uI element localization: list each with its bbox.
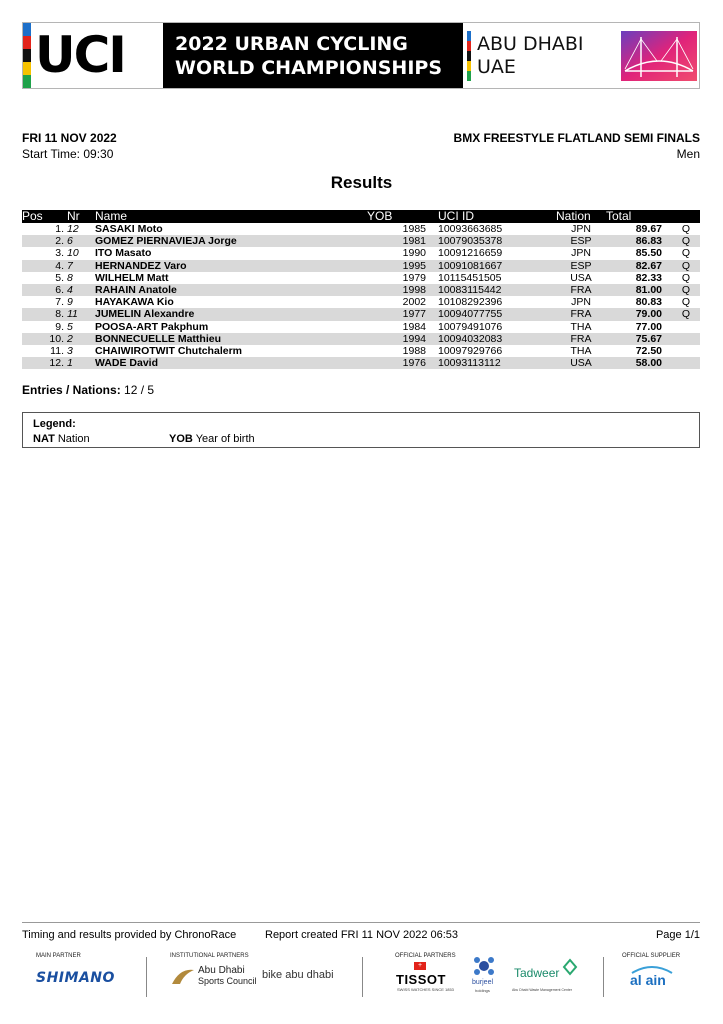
- year-of-birth-cell: 1977: [367, 308, 432, 320]
- col-qualified: [666, 210, 700, 223]
- table-row: [22, 333, 700, 345]
- qualified-cell: Q: [681, 271, 690, 284]
- total-score-cell: 82.33: [635, 271, 662, 284]
- nation-cell: THA: [570, 320, 592, 333]
- legend-abbr: YOB: [169, 433, 193, 445]
- qualified-cell: Q: [666, 284, 700, 296]
- table-row: [22, 357, 700, 369]
- burjeel-logo: burjeel: [472, 979, 494, 986]
- tadweer-subtitle: Abu Dhabi Waste Management Center: [512, 988, 572, 992]
- nation-cell: FRA: [556, 333, 606, 345]
- year-of-birth-cell: 1990: [402, 247, 426, 260]
- qualified-cell: Q: [681, 247, 690, 260]
- uci-id-cell: 10079035378: [432, 235, 556, 247]
- rider-name-cell: WILHELM Matt: [95, 271, 169, 284]
- rank-cell: 1.: [55, 223, 64, 236]
- abu-dhabi-sports-council-icon: [170, 966, 196, 986]
- rider-name-cell: WADE David: [95, 357, 367, 369]
- total-score-cell: 79.00: [606, 308, 666, 320]
- uci-id-cell: 10093113112: [432, 357, 556, 369]
- bib-number-cell: 10: [67, 247, 79, 260]
- table-row: [22, 296, 700, 308]
- legend-box: [22, 412, 700, 448]
- year-of-birth-cell: 1984: [402, 320, 426, 333]
- nation-cell: USA: [570, 271, 592, 284]
- total-score-cell: 80.83: [635, 296, 662, 309]
- rank-cell: 12.: [22, 357, 67, 369]
- bib-number-cell: 12: [67, 223, 79, 236]
- bib-number-cell: 7: [67, 260, 95, 272]
- city-name: [477, 33, 584, 79]
- report-created: Report created FRI 11 NOV 2022 06:53: [265, 929, 459, 941]
- table-row: [22, 321, 700, 333]
- nation-cell: ESP: [556, 260, 606, 272]
- rider-name-cell: HERNANDEZ Varo: [95, 260, 367, 272]
- official-supplier-caption: OFFICIAL SUPPLIER: [622, 953, 681, 959]
- table-row: [22, 235, 700, 247]
- bib-number-cell: 2: [67, 333, 95, 345]
- title-line-2: WORLD CHAMPIONSHIPS: [175, 56, 443, 79]
- bib-number-cell: 9: [67, 296, 73, 309]
- uci-id-cell: 10115451505: [438, 271, 502, 284]
- bridge-logo-icon: [621, 31, 697, 81]
- qualified-cell: Q: [681, 223, 690, 236]
- bike-abu-dhabi-logo: bike abu dhabi: [262, 969, 334, 981]
- event-banner: [22, 22, 700, 89]
- nation-cell: THA: [570, 344, 592, 357]
- results-body: [22, 223, 700, 369]
- col-yob: YOB: [367, 210, 432, 223]
- nation-cell: JPN: [571, 223, 591, 236]
- nation-cell: JPN: [571, 247, 591, 260]
- category: Men: [676, 147, 700, 161]
- total-score-cell: 89.67: [635, 223, 662, 236]
- rank-cell: 10.: [22, 333, 67, 345]
- legend-text: Nation: [57, 433, 90, 445]
- legend-item: [169, 433, 255, 445]
- entries-label: Entries / Nations:: [22, 383, 121, 397]
- year-of-birth-cell: 2002: [402, 296, 426, 309]
- title-line-1: 2022 URBAN CYCLING: [175, 32, 408, 55]
- uci-id-cell: 10091216659: [438, 247, 503, 260]
- rank-cell: 11.: [50, 344, 64, 357]
- sponsor-divider: [146, 957, 147, 997]
- legend-text: Year of birth: [195, 433, 255, 445]
- entries-value: 12 / 5: [124, 383, 155, 397]
- burjeel-subtitle: holdings: [475, 988, 490, 993]
- rider-name-cell: POOSA-ART Pakphum: [95, 320, 209, 333]
- city-rainbow-stripes: [467, 31, 471, 81]
- uci-id-cell: 10091081667: [432, 260, 556, 272]
- championship-title: [163, 23, 463, 88]
- col-nation: Nation: [556, 210, 606, 223]
- page-number: Page 1/1: [655, 929, 700, 941]
- tadweer-recycle-icon: [562, 958, 578, 976]
- year-of-birth-cell: 1976: [367, 357, 432, 369]
- year-of-birth-cell: 1981: [367, 235, 432, 247]
- bib-number-cell: 3: [67, 344, 73, 357]
- results-table: [22, 210, 700, 369]
- abu-dhabi-text: Abu Dhabi: [198, 965, 245, 976]
- year-of-birth-cell: 1998: [367, 284, 432, 296]
- qualified-cell: [666, 345, 700, 357]
- qualified-cell: Q: [666, 235, 700, 247]
- rank-cell: 4.: [22, 260, 67, 272]
- sponsor-divider: [603, 957, 604, 997]
- year-of-birth-cell: 1994: [367, 333, 432, 345]
- rider-name-cell: SASAKI Moto: [95, 223, 163, 236]
- rider-name-cell: JUMELIN Alexandre: [95, 308, 367, 320]
- qualified-cell: [666, 357, 700, 369]
- city-line-2: UAE: [477, 56, 516, 78]
- bib-number-cell: 11: [67, 308, 95, 320]
- nation-cell: FRA: [556, 284, 606, 296]
- total-score-cell: 75.67: [606, 333, 666, 345]
- total-score-cell: 82.67: [606, 260, 666, 272]
- table-row: [22, 272, 700, 284]
- col-nr: Nr: [67, 210, 95, 223]
- col-pos: Pos: [22, 210, 67, 223]
- rider-name-cell: CHAIWIROTWIT Chutchalerm: [95, 344, 242, 357]
- table-row: [22, 260, 700, 272]
- event-name: BMX FREESTYLE FLATLAND SEMI FINALS: [453, 131, 700, 145]
- total-score-cell: 81.00: [606, 284, 666, 296]
- footer-divider: [22, 922, 700, 923]
- table-row: [22, 223, 700, 235]
- tissot-tagline: SWISS WATCHES SINCE 1853: [397, 987, 454, 992]
- abu-dhabi-sports-council-logo: [198, 965, 257, 987]
- legend-title: Legend:: [33, 418, 76, 430]
- start-time: Start Time: 09:30: [22, 147, 114, 161]
- bib-number-cell: 6: [67, 235, 95, 247]
- official-partners-caption: OFFICIAL PARTNERS: [395, 953, 456, 959]
- table-row: [22, 284, 700, 296]
- col-uci-id: UCI ID: [432, 210, 556, 223]
- bib-number-cell: 5: [67, 320, 73, 333]
- table-header-row: [22, 210, 700, 223]
- uci-id-cell: 10083115442: [432, 284, 556, 296]
- rank-cell: 5.: [55, 271, 64, 284]
- nation-cell: FRA: [556, 308, 606, 320]
- year-of-birth-cell: 1979: [402, 271, 426, 284]
- year-of-birth-cell: 1985: [402, 223, 426, 236]
- sponsor-divider: [362, 957, 363, 997]
- nation-cell: USA: [556, 357, 606, 369]
- uci-id-cell: 10094032083: [432, 333, 556, 345]
- bib-number-cell: 1: [67, 357, 95, 369]
- total-score-cell: 58.00: [606, 357, 666, 369]
- total-score-cell: 77.00: [635, 320, 662, 333]
- institutional-partners-caption: INSTITUTIONAL PARTNERS: [170, 953, 249, 959]
- tadweer-logo: Tadweer: [514, 966, 560, 980]
- year-of-birth-cell: 1995: [367, 260, 432, 272]
- legend-abbr: NAT: [33, 433, 55, 445]
- results-title: Results: [330, 173, 393, 192]
- qualified-cell: Q: [681, 296, 690, 309]
- rank-cell: 2.: [22, 235, 67, 247]
- uci-logo-text: UCI: [35, 26, 125, 84]
- city-line-1: ABU DHABI: [477, 33, 584, 55]
- bib-number-cell: 8: [67, 271, 73, 284]
- uci-id-cell: 10079491076: [438, 320, 503, 333]
- rank-cell: 7.: [55, 296, 64, 309]
- uci-id-cell: 10094077755: [432, 308, 556, 320]
- rank-cell: 6.: [22, 284, 67, 296]
- nation-cell: JPN: [571, 296, 591, 309]
- year-of-birth-cell: 1988: [402, 344, 426, 357]
- rainbow-stripes: [23, 23, 31, 88]
- total-score-cell: 86.83: [606, 235, 666, 247]
- bib-number-cell: 4: [67, 284, 95, 296]
- legend-item: [33, 433, 90, 445]
- qualified-cell: Q: [666, 308, 700, 320]
- uci-id-cell: 10097929766: [438, 344, 503, 357]
- total-score-cell: 85.50: [635, 247, 662, 260]
- qualified-cell: Q: [666, 260, 700, 272]
- rider-name-cell: BONNECUELLE Matthieu: [95, 333, 367, 345]
- col-name: Name: [95, 210, 367, 223]
- uci-id-cell: 10093663685: [438, 223, 503, 236]
- table-row: [22, 345, 700, 357]
- race-date: FRI 11 NOV 2022: [22, 131, 117, 145]
- uci-id-cell: 10108292396: [438, 296, 503, 309]
- burjeel-star-icon: [470, 954, 498, 978]
- nation-cell: ESP: [556, 235, 606, 247]
- timing-provider: Timing and results provided by ChronoRace: [22, 929, 237, 941]
- rider-name-cell: HAYAKAWA Kio: [95, 296, 174, 309]
- entries-summary: [22, 383, 154, 397]
- qualified-cell: [666, 321, 700, 333]
- table-row: [22, 247, 700, 259]
- rider-name-cell: RAHAIN Anatole: [95, 284, 367, 296]
- host-city: [463, 23, 699, 88]
- rider-name-cell: ITO Masato: [95, 247, 152, 260]
- shimano-logo: SHIMANO: [36, 970, 115, 986]
- sports-council-text: Sports Council: [198, 976, 257, 986]
- main-partner-caption: MAIN PARTNER: [36, 953, 81, 959]
- tissot-cross-icon: +: [414, 962, 426, 970]
- al-ain-logo: al ain: [630, 972, 666, 988]
- qualified-cell: [666, 333, 700, 345]
- tissot-logo: TISSOT: [396, 972, 446, 987]
- rank-cell: 9.: [55, 320, 64, 333]
- rider-name-cell: GOMEZ PIERNAVIEJA Jorge: [95, 235, 367, 247]
- table-row: [22, 308, 700, 320]
- col-total: Total: [606, 210, 666, 223]
- rank-cell: 3.: [55, 247, 64, 260]
- rank-cell: 8.: [22, 308, 67, 320]
- uci-logo: [23, 23, 163, 88]
- total-score-cell: 72.50: [635, 344, 662, 357]
